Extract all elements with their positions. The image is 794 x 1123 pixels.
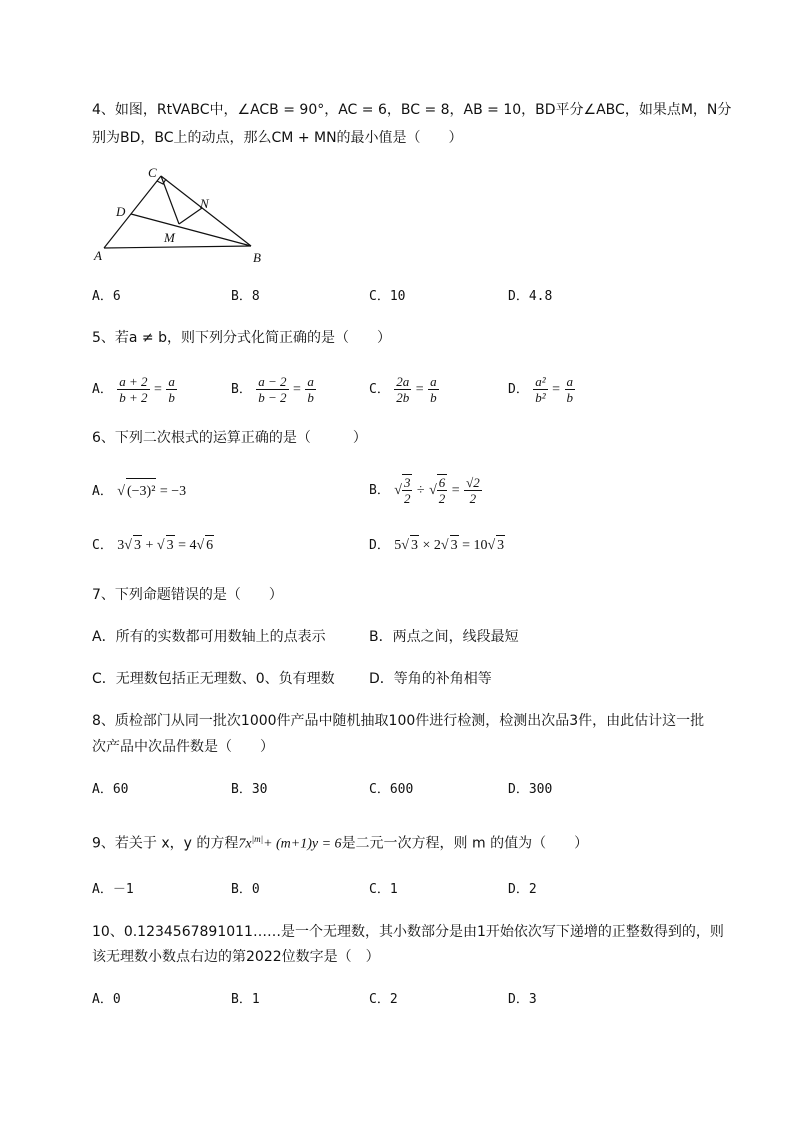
label-c: C xyxy=(148,165,157,180)
question-5-stem: 5、若a ≠ b，则下列分式化简正确的是（ ） xyxy=(92,330,392,346)
q9-option-a: A．－1 xyxy=(92,882,134,897)
question-10-line-1: 10、0.1234567891011……是一个无理数，其小数部分是由1开始依次写下递增的正整数得到的，则 xyxy=(92,924,724,940)
q5-option-b: B． $\frac{a - 2}{b - 2}$ = $\frac{a}{b}$ xyxy=(231,373,314,405)
q7-option-c: C．无理数包括正无理数、0、负有理数 xyxy=(92,671,335,687)
question-7-stem: 7、下列命题错误的是（ ） xyxy=(92,587,283,603)
q10-option-c: C．2 xyxy=(369,992,398,1007)
q7-option-a: A．所有的实数都可用数轴上的点表示 xyxy=(92,629,326,645)
option-b: B．8 xyxy=(231,289,260,304)
q6-option-a: A． √ (−3)² = −3 xyxy=(92,478,186,505)
label-d: D xyxy=(116,204,126,219)
q8-option-a: A．60 xyxy=(92,782,129,797)
label-a: A xyxy=(94,248,102,263)
question-9-stem: 9、若关于 x，y 的方程$7x^{|m|}+ (m+1)y = 6$是二元一次方程，则 m 的值为（ ） xyxy=(92,834,589,852)
q9-option-b: B．0 xyxy=(231,882,260,897)
q7-option-b: B．两点之间，线段最短 xyxy=(369,629,519,645)
q5-option-d: D． $\frac{\text{a²}}{\text{b²}}$ = $\frac{a}{b}$ xyxy=(508,373,573,405)
q8-option-b: B．30 xyxy=(231,782,268,797)
q5-option-c: C． $\frac{2a}{2b}$ = $\frac{a}{b}$ xyxy=(369,373,437,405)
option-d: D．4.8 xyxy=(508,289,553,304)
option-c: C．10 xyxy=(369,289,406,304)
q10-option-b: B．1 xyxy=(231,992,260,1007)
question-6-stem: 6、下列二次根式的运算正确的是（ ） xyxy=(92,430,367,446)
q8-option-d: D．300 xyxy=(508,782,553,797)
label-b: B xyxy=(253,250,261,265)
q7-option-d: D．等角的补角相等 xyxy=(369,671,492,687)
question-4-line-1: 4、如图，RtVABC中，∠ACB = 90°，AC = 6，BC = 8，AB = 10，BD平分∠ABC，如果点M，N分 xyxy=(92,102,732,118)
option-a: A．6 xyxy=(92,289,121,304)
q6-option-d: D． 5√ 3 × 2√ 3 = 10√ 3 xyxy=(369,535,505,556)
q10-option-d: D．3 xyxy=(508,992,537,1007)
question-4-line-2: 别为BD，BC上的动点，那么CM + MN的最小值是（ ） xyxy=(92,130,463,146)
q6-option-c: C． 3√ 3 + √ 3 = 4√ 6 xyxy=(92,535,214,556)
question-8-line-1: 8、质检部门从同一批次1000件产品中随机抽取100件进行检测，检测出次品3件，由此估计这一批 xyxy=(92,713,705,729)
label-m: M xyxy=(164,230,175,245)
question-10-line-2: 该无理数小数点右边的第2022位数字是（ ） xyxy=(92,949,380,965)
question-8-line-2: 次产品中次品件数是（ ） xyxy=(92,739,274,755)
label-n: N xyxy=(200,196,209,211)
triangle-figure xyxy=(88,162,278,272)
q10-option-a: A．0 xyxy=(92,992,121,1007)
q8-option-c: C．600 xyxy=(369,782,414,797)
q5-option-a: A． $\frac{a + 2}{b + 2}$ = $\frac{a}{b}$ xyxy=(92,373,175,405)
q6-option-b: B． √ $\frac{3}{2}$ ÷ √ $\frac{6}{2}$ = $\frac{√2}{2}$ xyxy=(369,474,480,506)
q9-option-d: D．2 xyxy=(508,882,537,897)
q9-option-c: C．1 xyxy=(369,882,398,897)
